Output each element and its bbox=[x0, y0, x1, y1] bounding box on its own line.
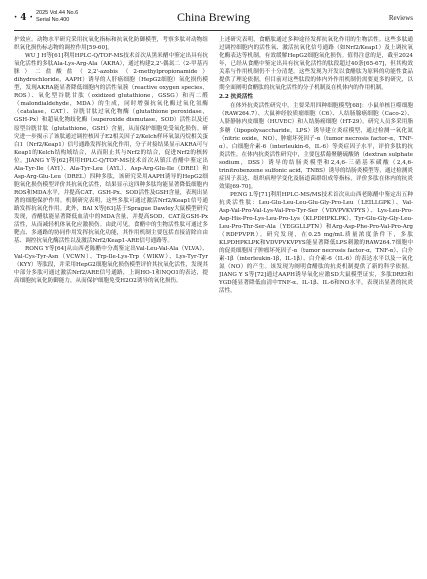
body-paragraph: 在体外抗炎活性研究中，主要采用四种细胞模型[68]：小鼠单核巨噬细胞（RAW264.7）、大鼠神经胶质瘤细胞（C6）、人结肠腺癌细胞（Caco-2）、人脐静脉内皮细胞（HUVEC）和人结肠癌细胞（HT-29）。研究人员多采用脂多糖（lipopolysaccharide，LPS）诱导建立炎症模型，通过检测一氧化氮（nitric oxide，NO）、肿瘤坏死因子-α（tumor necrosis factor-α，TNF-α）、白细胞介素-6（interleukin-6，IL-6）等炎症因子水平，评价多肽的抗炎活性。在体内抗炎活性研究中，主要包括葡聚糖硫酸钠（dextran sulphate sodium，DSS）诱导的结肠炎模型和2,4,6-三硝基苯磺酸（2,4,6-trinitrobenzene sulfonic acid，TNBS）诱导的结肠炎模型等，通过检测炎症因子表达、组织病理学变化及肠道菌群组成等指标，评价多肽在体内的抗炎效果[69-70]。 bbox=[219, 103, 413, 190]
right-column bbox=[219, 36, 413, 568]
section-label: Reviews bbox=[388, 14, 413, 22]
serial-line: Serial No.400 bbox=[36, 16, 70, 23]
body-paragraph: WU J H等[61]利用HPLC-Q/TOF-MS技术首次从黑米醋中鉴定出具有抗氧化活性的多肽Ala-Lys-Arg-Ala（AKRA），通过构建2,2'-偶氮二（2-甲基丙脒）二盐酸盐（2,2'-azobis（2-methylpropionamide）dihydrochloride，AAPH）诱导的人肝癌细胞（HepG2细胞）氧化损伤模型，发现AKRA能显著降低细胞内的活性氧簇（reactive oxygen species，ROS）、氧化型谷胱甘肽（oxidized glutathione，GSSG）和丙二醛（malondialdehyde，MDA）的生成，同时增强抗氧化酶过氧化氢酶（catalase，CAT）、谷胱甘肽过氧化物酶（glutathione peroxidase，GSH-Px）和超氧化物歧化酶（superoxide dismutase，SOD）活性以及还原型谷胱甘肽（glutathione，GSH）含量，从而保护细胞免受氧化损伤。研究进一步揭示了该肽通过调控核因子E2相关因子2/Kelch样环氧氯丙烷相关蛋白1（Nrf2/Keap1）信号通路发挥抗氧化作用，分子对接结果显示AKRA可与Keap1的Kelch结构域结合，从而阻止其与Nrf2的结合，促进Nrf2的核转位。JIANG Y等[62]利用HPLC-Q/TOF-MS技术首次从镇江香醋中鉴定出Ala-Tyr-Ile（AYI）、Ala-Tyr-Leu（AYL）、Asp-Arg-Glu-Ile（DREI）和Asp-Arg-Glu-Leu（DREL）四种多肽，该研究采用AAPH诱导的HepG2细胞氧化损伤模型评价其抗氧化活性，结果显示这四种多肽均能显著降低细胞内ROS和MDA水平，并提高CAT、GSH-Px、SOD活性及GSH含量，表现出显著的细胞保护作用。机制研究表明，这些多肽可通过激活Nrf2/Keap1信号通路发挥抗氧化作用。此外，BAI X等[63]基于Sprague Dawley大鼠模型研究发现，香醋肽能显著降低血清中的MDA含量，并提高SOD、CAT及GSH-Px活性，从而减轻机体氧化应激损伤。由此可见，食醋中的生物活性肽可通过多靶点、多通路的协同作用发挥抗氧化功能，其作用机制主要包括直接清除自由基、调控抗氧化酶活性以及激活Nrf2/Keap1-ARE信号通路等。 bbox=[14, 53, 208, 245]
subsection-heading: 2.2 抗炎活性 bbox=[219, 94, 254, 101]
body-paragraph: 护效应。动物水平研究采用抗氧化指标和抗氧化防御模型，考察多肽对动物组织氧化损伤标志物的调控作用[59-60]。 bbox=[14, 37, 208, 52]
journal-title: China Brewing bbox=[177, 10, 250, 24]
running-header bbox=[14, 8, 413, 31]
body-paragraph: 上述研究表明，食醋肽通过多种途径发挥抗氧化作用的生物活性。这些多肽通过调控细胞内的活性氧、激活抗氧化信号通路（如Nrf2/Keap1）及上调抗氧化酶表达等机制，有效缓解HepG2细胞氧化损伤。值得注意的是，截至2024年，已经从食醋中鉴定出具有抗氧化活性的肽段超过40条[65-67]，但其构效关系与作用机制仍不十分清楚。这些发现为开发以食醋肽为原料的功能性食品提供了理论依据，但目前对这些肽段的体内外作用机制仍需要更多的研究，以期全面阐明食醋肽的抗氧化活性的分子机制及在机体内的作用机制。 bbox=[219, 37, 413, 92]
volume-line: 2025 Vol.44 No.6 bbox=[36, 10, 79, 16]
body-paragraph: PENG L等[71]利用HPLC-MS/MS技术首次从山西老陈醋中鉴定出五种抗炎活性肽：Leu-Glu-Leu-Leu-Glu-Gly-Pro-Leu（LEILLGPK）、Val-Asp-Val-Pro-Val-Lys-Val-Pro-Tyr-Ser（VDVPVKVPYS）、Lys-Leu-Pro-Asp-His-Pro-Lys-Leu-Pro-Lys（KLPDHPKLPK）、Tyr-Glu-Gly-Gly-Leu-Leu-Pro-Thr-Ser-Ala（YEGGLLPTN）和Arg-Asp-Phe-Pro-Val-Pro-Arg（RDFPVPR）。研究发现，在0.25 mg/mL质量浓度条件下，多肽KLPDHPKLPK和VDVPVKVPYS能显著降低LPS刺激的RAW264.7细胞中的促炎细胞因子肿瘤坏死因子-α（tumor necrosis factor-α，TNF-α）、白介素-1β（interleukin-1β，IL-1β）、白介素-6（IL-6）的表达水平以及一氧化氮（NO）的产生。该发现为阐明食醋肽的抗炎机制提供了新的科学依据。JIANG Y S等[72]通过AAPH诱导氧化应激SD大鼠模型证实，多肽DREI和YGD能显著降低血清中TNF-α、IL-1β、IL-6和NO水平，表现出显著的抗炎活性。 bbox=[219, 191, 413, 295]
body-paragraph: RONG Y等[64]从山西老陈醋中分离鉴定出Val-Leu-Val-Ala（VLVA）、Val-Cys-Tyr-Asn（VCWN）、Trp-Ile-Lys-Trp（WIKW）、Lys-Tyr-Tyr（KYY）等肽段，并采用HepG2细胞氧化损伤模型评价其抗氧化活性，发现其中部分多肽可通过激活Nrf2/ARE信号通路，上调HO-1和NQO1的表达，提高细胞抗氧化防御能力，从而保护细胞免受H2O2诱导的氧化损伤。 bbox=[14, 246, 208, 285]
page-number: · 4 · bbox=[14, 13, 33, 23]
left-column bbox=[14, 36, 208, 568]
